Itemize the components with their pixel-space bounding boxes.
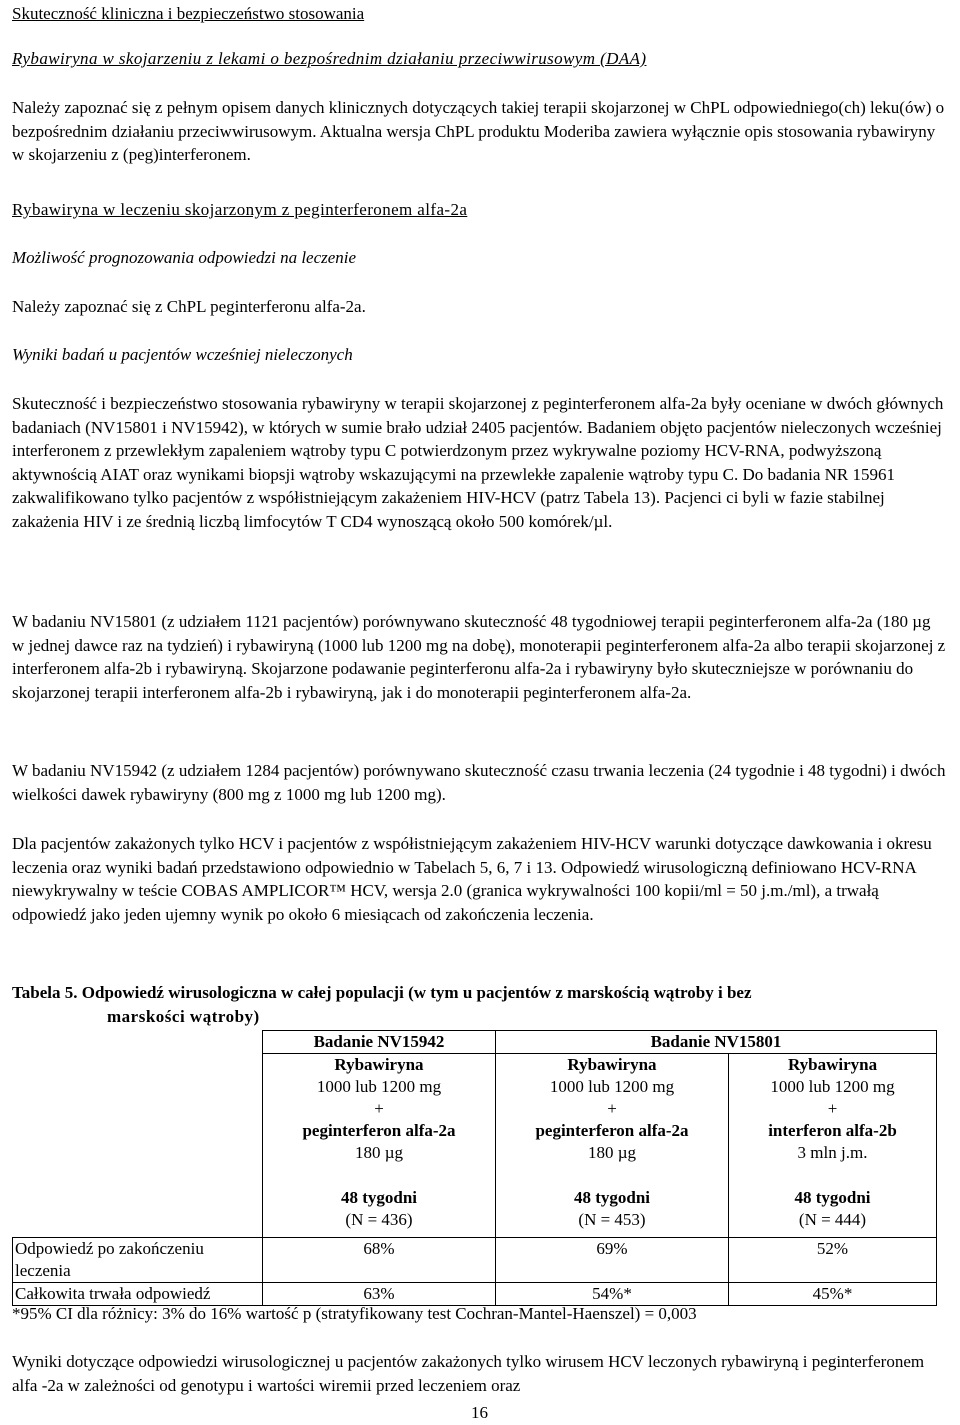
arm3-dose: 1000 lub 1200 mg: [770, 1077, 895, 1096]
table-row: [13, 1238, 937, 1283]
subheading-daa: Rybawiryna w skojarzeniu z lekami o bezpośrednim działaniu przeciwwirusowym (DAA): [12, 49, 647, 68]
page-number: 16: [471, 1403, 488, 1422]
cell-value: 52%: [729, 1238, 937, 1283]
cell-value: 63%: [263, 1283, 496, 1306]
arm2-n: (N = 453): [578, 1210, 646, 1229]
arm2-duration: 48 tygodni: [573, 1188, 651, 1207]
table5-caption: [12, 981, 947, 1029]
arm3-plus: +: [827, 1099, 838, 1118]
arm2-combo: peginterferon alfa-2a: [535, 1121, 689, 1140]
row-label-sustained-response: Całkowita trwała odpowiedź: [13, 1283, 263, 1306]
arm-column-3: [729, 1054, 937, 1238]
cell-value: 69%: [496, 1238, 729, 1283]
arm3-n: (N = 444): [798, 1210, 867, 1229]
arm2-combo-dose: 180 µg: [587, 1143, 637, 1162]
table5-caption-label: Tabela 5.: [12, 983, 78, 1002]
arm3-duration: 48 tygodni: [794, 1188, 871, 1207]
table5-caption-title: Odpowiedź wirusologiczna w całej populacji (w tym u pacjentów z marskością wątroby i bez: [81, 983, 752, 1002]
arm1-dose: 1000 lub 1200 mg: [316, 1077, 442, 1096]
arm1-combo-dose: 180 µg: [354, 1143, 404, 1162]
paragraph-daa: Należy zapoznać się z pełnym opisem danych klinicznych dotyczących takiej terapii skojarzonej w ChPL odpowiedniego(ch) leku(ów) o bezpośrednim działaniu przeciwwirusowym. Aktualna wersja ChPL produktu Moderiba zawiera wyłącznie opis stosowania rybawiryny w skojarzeniu z (peg)interferonem.: [12, 98, 945, 165]
cell-value: 54%*: [496, 1283, 729, 1306]
arm3-drug: Rybawiryna: [787, 1055, 878, 1074]
arm1-n: (N = 436): [345, 1210, 413, 1229]
table-row-studies: [13, 1031, 937, 1054]
subheading-peginterferon-alfa-2a: Rybawiryna w leczeniu skojarzonym z peginterferonem alfa-2a: [12, 200, 468, 219]
paragraph-response-definition: Dla pacjentów zakażonych tylko HCV i pacjentów z współistniejącym zakażeniem HIV-HCV warunki dotyczące dawkowania i okresu leczenia oraz wyniki badań przedstawiono odpowiednio w Tabelach 5, 6, 7 i 13. Odpowiedź wirusologiczną definiowano HCV-RNA niewykrywalny w teście COBAS AMPLICOR™ HCV, wersja 2.0 (granica wykrywalności 100 kopii/ml = 50 j.m./ml), a trwałą odpowiedź jako jeden ujemny wynik po około 6 miesiącach od zakończenia leczenia.: [12, 834, 932, 924]
subheading-response-prediction: Możliwość prognozowania odpowiedzi na leczenie: [12, 248, 357, 267]
table5-footnote: *95% CI dla różnicy: 3% do 16% wartość p (stratyfikowany test Cochran-Mantel-Haenszel) = 0,003: [12, 1304, 697, 1323]
study-nv15801-header: Badanie NV15801: [496, 1031, 937, 1054]
section-heading-efficacy: Skuteczność kliniczna i bezpieczeństwo stosowania: [12, 4, 365, 23]
cell-value: 68%: [263, 1238, 496, 1283]
paragraph-studies-overview: Skuteczność i bezpieczeństwo stosowania rybawiryny w terapii skojarzonej z peginterferonem alfa-2a były oceniane w dwóch głównych badaniach (NV15801 i NV15942), w których w sumie brało udział 2405 pacjentów. Badaniem objęto pacjentów nieleczonych wcześniej interferonem z przewlekłym zapaleniem wątroby typu C potwierdzonym przez wykrywalne poziomy HCV-RNA, podwyższoną aktywnością AIAT oraz wynikami biopsji wątroby wskazującymi na przewlekłe zapalenie wątroby typu C. Do badania NR 15961 zakwalifikowano tylko pacjentów z współistniejącym zakażeniem HIV-HCV (patrz Tabela 13). Pacjenci ci byli w fazie stabilnej zakażenia HIV i ze średnią liczbą limfocytów T CD4 wynoszącą około 500 komórek/µl.: [12, 394, 944, 531]
arm1-plus: +: [374, 1099, 384, 1118]
arm3-combo: interferon alfa-2b: [768, 1121, 897, 1140]
arm1-drug: Rybawiryna: [334, 1055, 424, 1074]
paragraph-genotype-results: Wyniki dotyczące odpowiedzi wirusologicznej u pacjentów zakażonych tylko wirusem HCV leczonych rybawiryną i peginterferonem alfa -2a w zależności od genotypu i wartości wiremii przed leczeniem oraz: [12, 1352, 925, 1395]
cell-value: 45%*: [729, 1283, 937, 1306]
arm-column-1: [263, 1054, 496, 1238]
arm2-drug: Rybawiryna: [567, 1055, 657, 1074]
paragraph-nv15801: W badaniu NV15801 (z udziałem 1121 pacjentów) porównywano skuteczność 48 tygodniowej terapii peginterferonem alfa-2a (180 µg w jednej dawce raz na tydzień) i rybawiryną (1000 lub 1200 mg na dobę), monoterapii peginterferonem alfa-2a albo terapii skojarzonej z interferonem alfa-2b i rybawiryną. Skojarzone podawanie peginterferonu alfa-2a i rybawiryny było skuteczniejsze w porównaniu do skojarzonej terapii interferonem alfa-2b i rybawiryną, jak i do monoterapii peginterferonem alfa-2a.: [12, 612, 946, 702]
arm2-dose: 1000 lub 1200 mg: [549, 1077, 675, 1096]
row-label-end-of-treatment: Odpowiedź po zakończeniu leczenia: [13, 1238, 263, 1283]
table5-caption-line1: [12, 981, 947, 1005]
paragraph-nv15942: W badaniu NV15942 (z udziałem 1284 pacjentów) porównywano skuteczność czasu trwania leczenia (24 tygodnie i 48 tygodni) i dwóch wielkości dawek rybawiryny (800 mg z 1000 mg lub 1200 mg).: [12, 761, 946, 804]
study-nv15942-header: Badanie NV15942: [263, 1031, 496, 1054]
paragraph-see-spc: Należy zapoznać się z ChPL peginterferonu alfa-2a.: [12, 297, 366, 316]
arm-column-2: [496, 1054, 729, 1238]
arm1-combo: peginterferon alfa-2a: [302, 1121, 456, 1140]
subheading-naive-patients-results: Wyniki badań u pacjentów wcześniej nieleczonych: [12, 345, 353, 364]
table-row-arms: [13, 1054, 937, 1238]
arm2-plus: +: [607, 1099, 617, 1118]
arm1-duration: 48 tygodni: [340, 1188, 418, 1207]
arm3-combo-dose: 3 mln j.m.: [797, 1143, 868, 1162]
table5: [12, 1030, 937, 1306]
table5-caption-line2: marskości wątroby): [107, 1007, 260, 1026]
